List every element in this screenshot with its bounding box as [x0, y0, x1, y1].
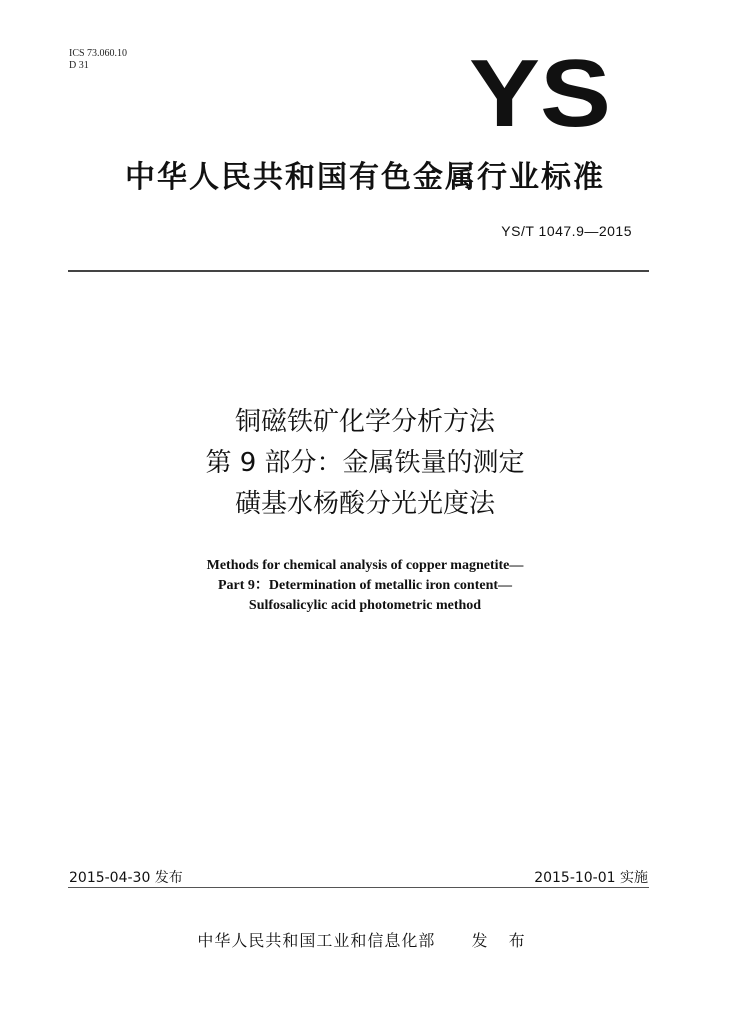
english-title-line-1: Methods for chemical analysis of copper magnetite—: [206, 558, 524, 573]
chinese-title-line-1: 铜磁铁矿化学分析方法: [234, 407, 495, 437]
chinese-title-line-3: 磺基水杨酸分光光度法: [234, 489, 495, 519]
issue-date: 2015-04-30 发布: [69, 870, 183, 886]
english-title-line-2: Part 9：Determination of metallic iron content—: [217, 578, 513, 593]
ys-logo: [468, 52, 613, 132]
chinese-title: [0, 402, 730, 525]
english-title: [0, 556, 730, 616]
footer-divider: [68, 887, 649, 888]
implementation-date: 2015-10-01 实施: [534, 870, 648, 886]
chinese-title-line-2: 第 9 部分：金属铁量的测定: [205, 448, 525, 478]
english-title-line-3: Sulfosalicylic acid photometric method: [248, 598, 482, 613]
classification-codes: [69, 48, 127, 72]
issuer-name: 中华人民共和国工业和信息化部: [197, 931, 436, 950]
ccs-code: D 31: [69, 60, 89, 71]
ics-code: ICS 73.060.10: [69, 48, 128, 59]
issuer-action: 发 布: [471, 931, 533, 950]
standard-number: YS/T 1047.9—2015: [501, 223, 632, 239]
header-divider: [68, 270, 649, 272]
svg-text:YS: YS: [469, 52, 611, 132]
issuer: [0, 928, 730, 951]
organization-title: 中华人民共和国有色金属行业标准: [125, 160, 605, 195]
